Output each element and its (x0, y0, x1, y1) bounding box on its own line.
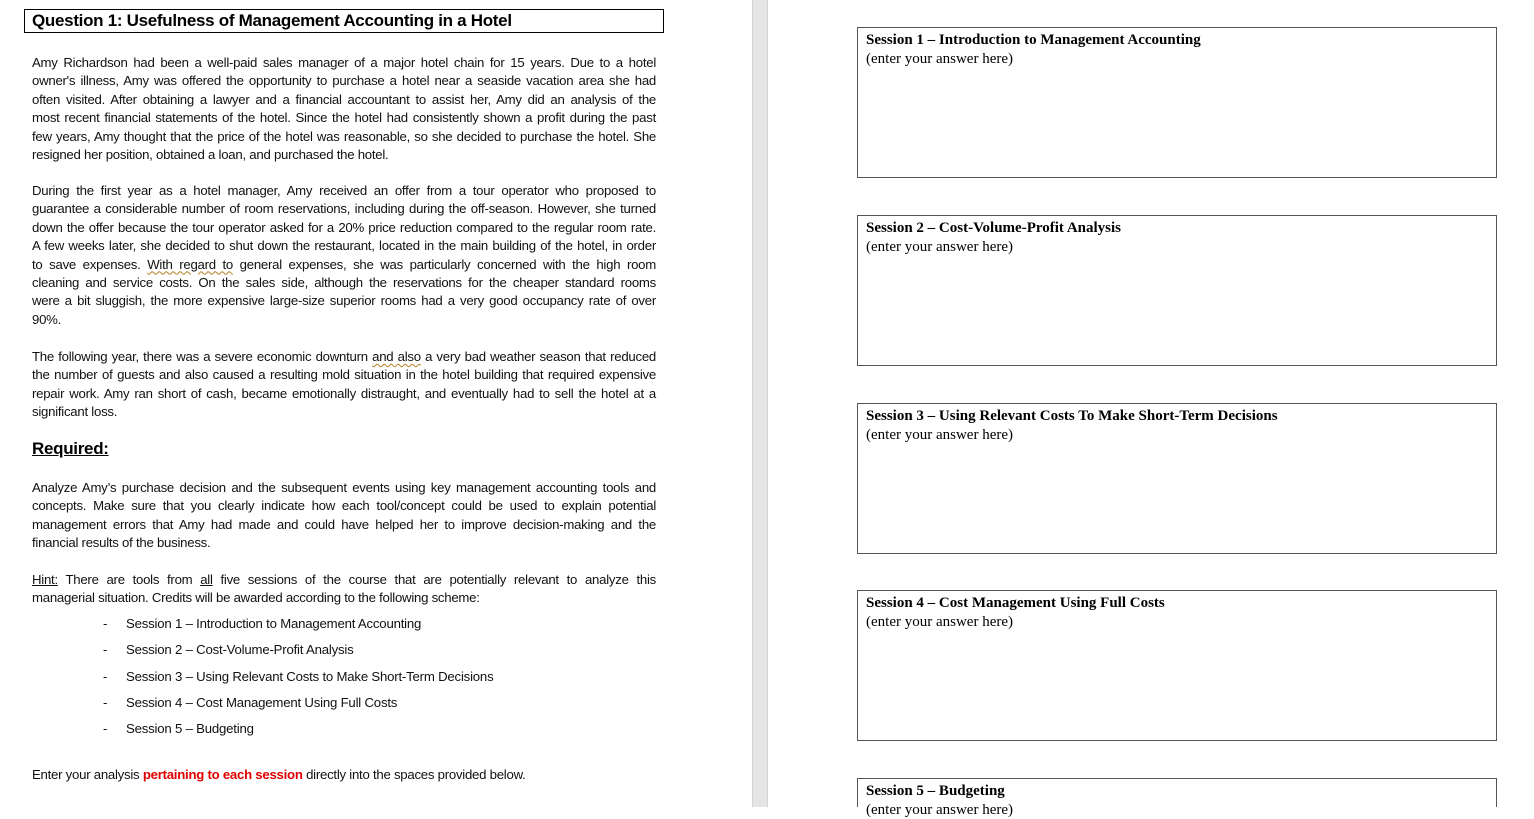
text-line: cleaning and service costs. On the sales side, although the reservations for the cheaper standard rooms (32, 275, 656, 291)
text-line: 90%. (32, 311, 62, 327)
text-line: Hint: There are tools from all five sessions of the course that are potentially relevant to analyze this (32, 572, 656, 587)
list-item: - Session 4 – Cost Management Using Full Costs (103, 695, 398, 710)
page-gutter (752, 0, 768, 807)
answer-box-title: Session 5 – Budgeting (866, 783, 1005, 799)
text-line: down the offer because the tour operator asked for a 20% price reduction compared to the regular room rate. (32, 219, 656, 235)
grammar-suggestion[interactable]: and also (372, 349, 421, 364)
answer-placeholder[interactable]: (enter your answer here) (866, 239, 1014, 255)
text-line: owner's illness, Amy was offered the opportunity to purchase a hotel near a seaside vacation area she had (32, 73, 656, 89)
paragraph-hint (32, 571, 656, 608)
text-line: repair work. Amy ran short of cash, became emotionally distraught, and eventually had to sell the hotel at a (32, 385, 656, 401)
answer-box-title: Session 1 – Introduction to Management Accounting (866, 32, 1201, 48)
text-line: A few weeks later, she decided to shut down the restaurant, located in the main building of the hotel, in order (32, 238, 656, 254)
answer-box-session-1[interactable] (857, 27, 1497, 178)
answer-placeholder[interactable]: (enter your answer here) (866, 614, 1014, 630)
list-item: - Session 5 – Budgeting (103, 721, 254, 736)
emphasis-text: pertaining to each session (142, 767, 303, 782)
answer-box-title: Session 4 – Cost Management Using Full Costs (866, 595, 1165, 611)
answer-placeholder[interactable]: (enter your answer here) (866, 51, 1014, 67)
paragraph-background (32, 54, 656, 164)
text-line: During the first year as a hotel manager, Amy received an offer from a tour operator who proposed to (32, 183, 656, 198)
text-line: the number of guests and also caused a resulting mold situation in the hotel building that required expensive (32, 367, 656, 383)
text-line: resigned her position, obtained a loan, and purchased the hotel. (32, 147, 389, 163)
answer-box-session-4[interactable] (857, 590, 1497, 741)
answer-placeholder[interactable]: (enter your answer here) (866, 427, 1014, 443)
text-line: financial results of the business. (32, 535, 211, 551)
answer-box-session-2[interactable] (857, 215, 1497, 366)
text-line: were a bit sluggish, the more expensive large-size superior rooms had a very good occupancy rate of over (32, 293, 656, 309)
list-item: - Session 3 – Using Relevant Costs to Make Short-Term Decisions (103, 669, 494, 684)
list-item: - Session 2 – Cost-Volume-Profit Analysis (103, 642, 354, 657)
text-line: few years, Amy thought that the price of the hotel was reasonable, so she decided to purchase the hotel. She (32, 128, 656, 144)
required-heading: Required: (32, 439, 109, 458)
text-line: guarantee a considerable number of room reservations, including during the off-season. However, she turned (32, 201, 656, 217)
grammar-suggestion[interactable]: With regard to (147, 256, 233, 272)
hint-label: Hint: (32, 572, 58, 587)
text-line: The following year, there was a severe economic downturn and also a very bad weather season that reduced (32, 349, 657, 364)
left-document-page (0, 0, 752, 807)
answer-placeholder[interactable]: (enter your answer here) (866, 802, 1014, 818)
paragraph-task (32, 479, 656, 553)
list-item: - Session 1 – Introduction to Management Accounting (103, 616, 422, 631)
text-line: managerial situation. Credits will be awarded according to the following scheme: (32, 590, 480, 606)
text-line: most recent financial statements of the hotel. Since the hotel had consistently shown a profit during the past (32, 110, 656, 126)
text-line: significant loss. (32, 404, 118, 420)
paragraph-first-year (32, 182, 656, 329)
text-line: Amy Richardson had been a well-paid sales manager of a major hotel chain for 15 years. Due to a hotel (32, 55, 656, 70)
text-line: management errors that Amy had made and could have helped her to improve decision-making and the (32, 516, 656, 532)
answer-box-title: Session 2 – Cost-Volume-Profit Analysis (866, 220, 1122, 236)
text-line: often visited. After obtaining a lawyer and a financial accountant to assist her, Amy did an analysis of the (32, 91, 656, 107)
text-line: Analyze Amy’s purchase decision and the subsequent events using key management accounting tools and (32, 480, 656, 495)
closing-instruction: Enter your analysis pertaining to each session directly into the spaces provided below. (32, 767, 526, 782)
answer-box-session-5[interactable] (857, 778, 1497, 818)
paragraph-following-year (32, 348, 656, 422)
text-line: to save expenses. With regard to general expenses, she was particularly concerned with the high room (32, 256, 656, 272)
answer-box-title: Session 3 – Using Relevant Costs To Make Short-Term Decisions (866, 408, 1278, 424)
text-line: concepts. Make sure that you clearly indicate how each tool/concept could be used to explain potential (32, 498, 656, 514)
answer-box-session-3[interactable] (857, 403, 1497, 554)
question-title: Question 1: Usefulness of Management Accounting in a Hotel (24, 9, 664, 33)
